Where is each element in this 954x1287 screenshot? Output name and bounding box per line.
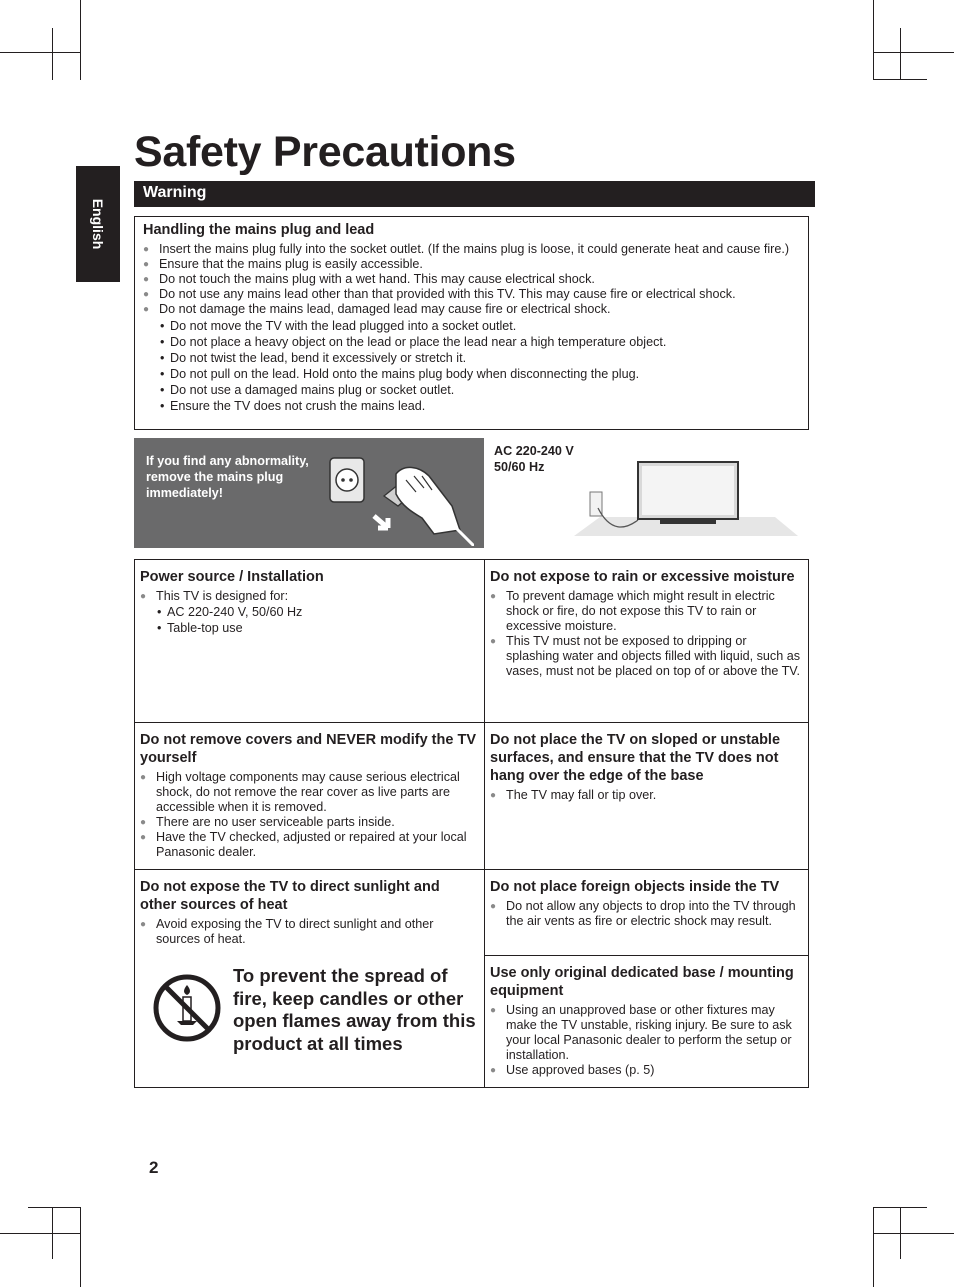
rain-heading: Do not expose to rain or excessive moisture	[490, 569, 795, 585]
list-item: • Table-top use	[140, 620, 478, 636]
list-item: • AC 220-240 V, 50/60 Hz	[140, 604, 478, 620]
warning-bar: Warning	[134, 181, 815, 207]
foreign-section	[484, 869, 809, 929]
list-item: ● Do not damage the mains lead, damaged lead may cause fire or electrical shock.	[143, 302, 800, 317]
list-item: • Ensure the TV does not crush the mains lead.	[143, 398, 800, 414]
mains-heading: Handling the mains plug and lead	[143, 222, 375, 238]
list-item: ● To prevent damage which might result in electric shock or fire, do not expose this TV to rain or excessive moisture.	[490, 589, 803, 634]
list-item: ● Insert the mains plug fully into the socket outlet. (If the mains plug is loose, it could generate heat and cause fire.)	[143, 242, 800, 257]
tv-table-illustration	[570, 452, 810, 542]
candle-warning: To prevent the spread of fire, keep candles or other open flames away from this product at all times	[233, 965, 476, 1054]
list-item: ● Do not touch the mains plug with a wet hand. This may cause electrical shock.	[143, 272, 800, 287]
language-tab	[76, 166, 120, 282]
unplug-hand-icon	[324, 446, 474, 546]
list-item: ● The TV may fall or tip over.	[490, 788, 803, 803]
list-item: • Do not pull on the lead. Hold onto the mains plug body when disconnecting the plug.	[143, 366, 800, 382]
sunlight-section	[134, 869, 484, 947]
base-heading: Use only original dedicated base / mounting equipment	[490, 965, 794, 999]
list-item: ● Have the TV checked, adjusted or repaired at your local Panasonic dealer.	[140, 830, 478, 860]
list-item: ● High voltage components may cause serious electrical shock, do not remove the rear cover as live parts are accessible when it is removed.	[140, 770, 478, 815]
mains-section	[134, 216, 809, 430]
list-item: ● Do not use any mains lead other than that provided with this TV. This may cause fire or electrical shock.	[143, 287, 800, 302]
ac-frequency: 50/60 Hz	[494, 460, 545, 474]
list-item: • Do not place a heavy object on the lead or place the lead near a high temperature object.	[143, 334, 800, 350]
sloped-section	[484, 722, 809, 803]
mains-sub-bullets	[143, 318, 800, 414]
abnormality-panel	[134, 438, 484, 548]
sunlight-heading: Do not expose the TV to direct sunlight and other sources of heat	[140, 879, 440, 913]
list-item: ● This TV is designed for:	[140, 589, 478, 604]
list-item: • Do not twist the lead, bend it excessively or stretch it.	[143, 350, 800, 366]
list-item: ● Avoid exposing the TV to direct sunlight and other sources of heat.	[140, 917, 478, 947]
foreign-heading: Do not place foreign objects inside the TV	[490, 879, 780, 895]
list-item: • Do not use a damaged mains plug or socket outlet.	[143, 382, 800, 398]
page-title: Safety Precautions	[134, 128, 516, 176]
power-heading: Power source / Installation	[140, 569, 324, 585]
power-section	[134, 559, 484, 636]
list-item: • Do not move the TV with the lead plugged into a socket outlet.	[143, 318, 800, 334]
sloped-heading: Do not place the TV on sloped or unstable surfaces, and ensure that the TV does not hang over the edge of the base	[490, 732, 781, 784]
list-item: ● Ensure that the mains plug is easily accessible.	[143, 257, 800, 272]
covers-heading: Do not remove covers and NEVER modify the TV yourself	[140, 732, 476, 766]
ac-voltage: AC 220-240 V	[494, 444, 574, 458]
base-section	[484, 955, 809, 1078]
list-item: ● This TV must not be exposed to dripping or splashing water and objects filled with liquid, such as vases, must not be placed on top of or above the TV.	[490, 634, 803, 679]
page-number: 2	[149, 1158, 159, 1177]
covers-section	[134, 722, 484, 861]
list-item: ● There are no user serviceable parts inside.	[140, 815, 478, 830]
list-item: ● Using an unapproved base or other fixtures may make the TV unstable, risking injury. Be sure to ask your local Panasonic dealer to perform the setup or installation.	[490, 1003, 803, 1063]
language-tab-label: English	[90, 198, 106, 250]
mains-bullets	[143, 242, 800, 317]
rain-section	[484, 559, 809, 680]
no-candle-icon	[152, 973, 222, 1043]
abnormality-text: If you find any abnormality, remove the mains plug immediately!	[146, 454, 309, 500]
list-item: ● Do not allow any objects to drop into the TV through the air vents as fire or electric shock may result.	[490, 899, 803, 929]
list-item: ● Use approved bases (p. 5)	[490, 1063, 803, 1078]
